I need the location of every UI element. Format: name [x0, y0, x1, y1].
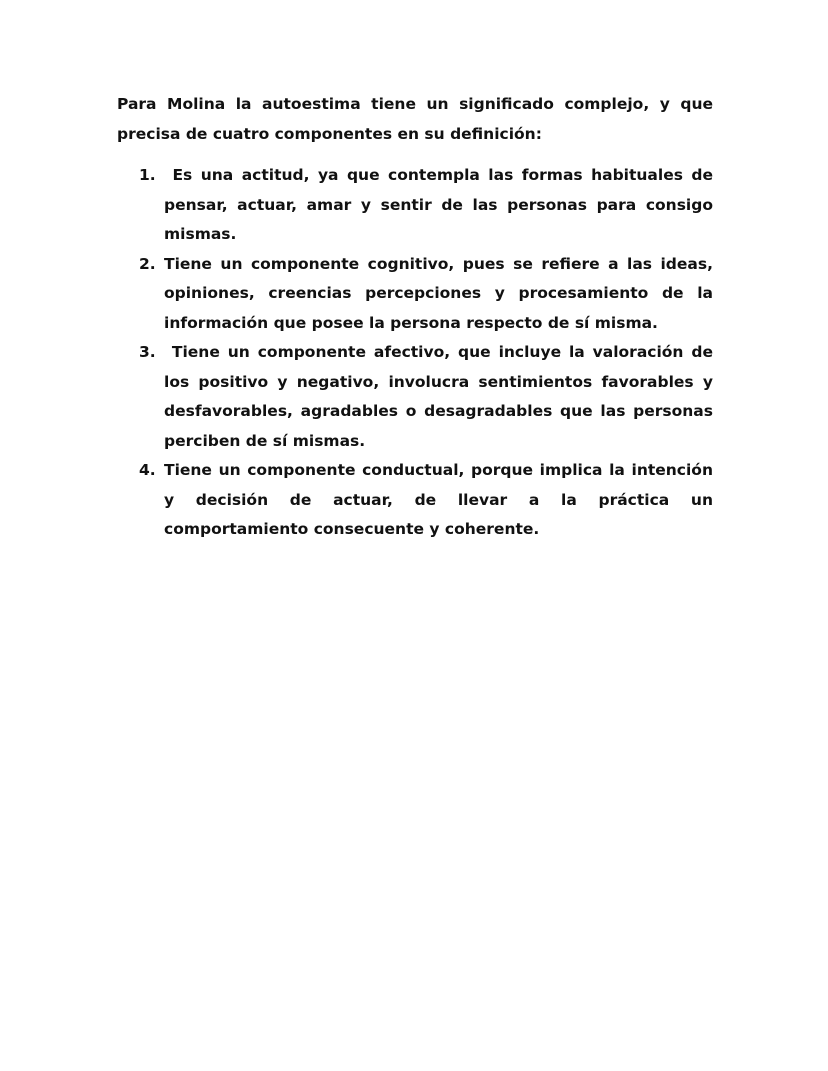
list-item [117, 161, 719, 250]
intro-paragraph: Para Molina la autoestima tiene un significado complejo, y que precisa de cuatro componentes en su definición: [117, 95, 713, 143]
list-item-text: Tiene un componente cognitivo, pues se refiere a las ideas, opiniones, creencias percepciones y procesamiento de la información que posee la persona respecto de sí misma. [164, 254, 713, 332]
components-list [117, 161, 719, 545]
list-item-number: 3. [139, 343, 156, 361]
document-body [117, 90, 719, 545]
list-item-text: Tiene un componente conductual, porque implica la intención y decisión de actuar, de llevar a la práctica un comportamiento consecuente y coherente. [164, 461, 713, 538]
list-item-number: 4. [139, 461, 156, 479]
list-item-text: Tiene un componente afectivo, que incluye la valoración de los positivo y negativo, involucra sentimientos favorables y desfavorables, agradables o desagradables que las personas perciben de sí mismas. [164, 343, 719, 450]
list-item [117, 250, 713, 339]
list-item-number: 2. [139, 254, 156, 273]
list-item [117, 456, 713, 545]
list-item-text: Es una actitud, ya que contempla las formas habituales de pensar, actuar, amar y sentir de las personas para consigo mismas. [164, 166, 719, 243]
list-item [117, 338, 719, 456]
list-item-number: 1. [139, 166, 156, 184]
